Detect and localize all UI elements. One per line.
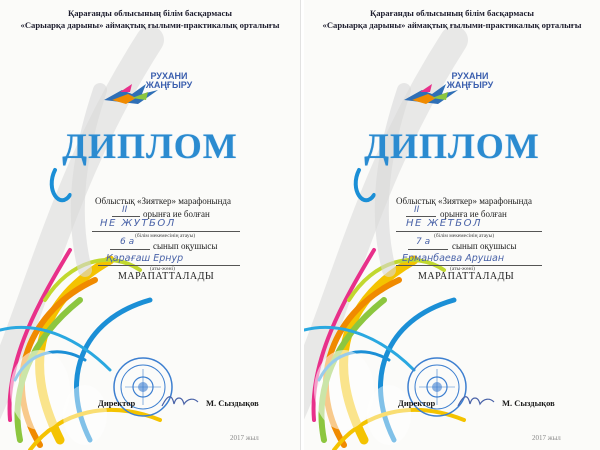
grade-value: 6 а	[120, 237, 135, 247]
place-value: II	[414, 205, 420, 215]
award-text: МАРАПАТТАЛАДЫ	[118, 271, 215, 282]
student-name-value: Қарағаш Ернур	[106, 253, 184, 264]
logo-text-rukhani: РУХАНИ	[150, 71, 188, 81]
student-name-value: Ерманбаева Арушан	[402, 253, 505, 264]
grade-text: сынып оқушысы	[452, 241, 517, 251]
director-signature	[160, 392, 200, 410]
student-name-caption: (аты-жөні)	[150, 266, 175, 272]
place-underline	[406, 216, 436, 217]
award-text: МАРАПАТТАЛАДЫ	[418, 271, 515, 282]
nominee-underline	[396, 231, 542, 232]
logo-text-zhangyru: ЖАҢҒЫРУ	[145, 80, 193, 90]
logo-text-rukhani: РУХАНИ	[451, 71, 489, 81]
year-text: 2017 жыл	[532, 434, 561, 442]
year-text: 2017 жыл	[230, 434, 259, 442]
logo-text-zhangyru: ЖАҢҒЫРУ	[446, 80, 494, 90]
nominee-value: НЕ ЖЕТБОЛ	[406, 218, 482, 229]
header-center-name: «Сарыарқа дарыны» аймақтық ғылыми-практикалық орталығы	[20, 20, 280, 30]
nominee-underline	[92, 231, 240, 232]
student-name-caption: (аты-жөні)	[450, 266, 475, 272]
grade-text: сынып оқушысы	[153, 241, 218, 251]
place-text: орынға ие болған	[143, 209, 210, 219]
director-name: М. Сыздықов	[206, 398, 259, 408]
diploma-title: ДИПЛОМ	[364, 126, 540, 166]
grade-underline	[408, 249, 448, 250]
director-label: Директор	[98, 398, 136, 408]
diploma-title: ДИПЛОМ	[62, 126, 238, 166]
nominee-caption: (білім мекемесінің атауы)	[434, 233, 495, 239]
director-signature	[456, 392, 496, 410]
place-underline	[112, 216, 140, 217]
director-name: М. Сыздықов	[502, 398, 555, 408]
event-text: Облыстық «Зияткер» марафонында	[396, 196, 532, 206]
nominee-caption: (білім мекемесінің атауы)	[135, 233, 196, 239]
header-organization: Қарағанды облысының білім басқармасы	[68, 8, 232, 18]
nominee-value: НЕ ЖУТБОЛ	[100, 218, 176, 229]
event-text: Облыстық «Зияткер» марафонында	[95, 196, 231, 206]
header-center-name: «Сарыарқа дарыны» аймақтық ғылыми-практикалық орталығы	[322, 20, 582, 30]
director-label: Директор	[398, 398, 436, 408]
grade-underline	[110, 249, 150, 250]
grade-value: 7 а	[416, 237, 431, 247]
header-organization: Қарағанды облысының білім басқармасы	[370, 8, 534, 18]
place-value: II	[122, 205, 128, 215]
place-text: орынға ие болған	[440, 209, 507, 219]
diploma-right	[304, 0, 600, 450]
